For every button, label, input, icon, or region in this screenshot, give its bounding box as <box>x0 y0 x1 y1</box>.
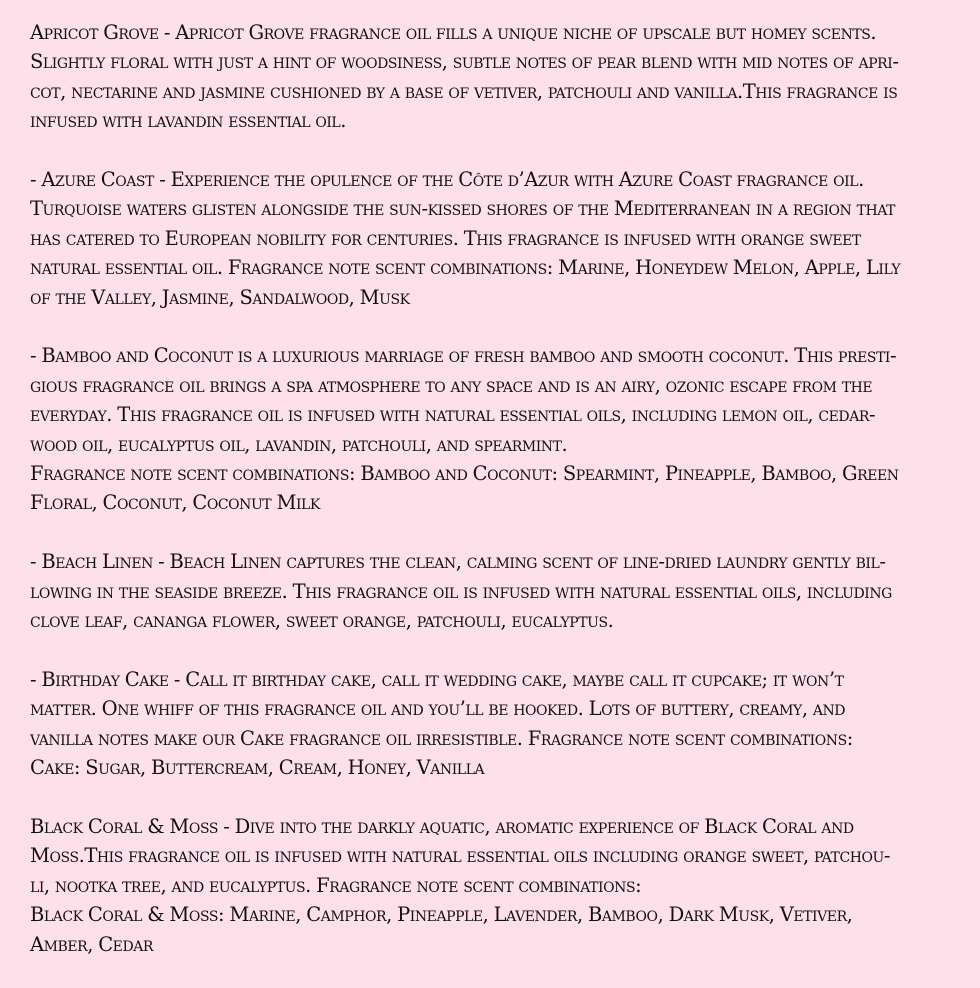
paragraph-bamboo-coconut <box>30 341 955 517</box>
paragraph-azure-coast <box>30 165 955 312</box>
text-line: - Beach Linen - Beach Linen captures the clean, calming scent of line-dried laundry gently bil- <box>30 550 886 574</box>
text-line: Slightly floral with just a hint of woodsiness, subtle notes of pear blend with mid notes of apri- <box>30 50 899 74</box>
text-line: clove leaf, cananga flower, sweet orange, patchouli, eucalyptus. <box>30 609 614 633</box>
text-line: li, nootka tree, and eucalyptus. Fragrance note scent combinations: <box>30 873 642 897</box>
text-line: gious fragrance oil brings a spa atmosphere to any space and is an airy, ozonic escape from the <box>30 373 873 397</box>
text-line: vanilla notes make our Cake fragrance oil irresistible. Fragrance note scent combinations: <box>30 726 853 750</box>
paragraph-beach-linen <box>30 547 955 635</box>
text-line: natural essential oil. Fragrance note scent combinations: Marine, Honeydew Melon, Apple, Lily <box>30 256 901 280</box>
text-line: Apricot Grove - Apricot Grove fragrance oil fills a unique niche of upscale but homey scents. <box>30 21 877 44</box>
text-line: infused with lavandin essential oil. <box>30 109 347 133</box>
text-line: Fragrance note scent combinations: Bamboo and Coconut: Spearmint, Pineapple, Bamboo, Green <box>30 462 899 486</box>
text-line: Floral, Coconut, Coconut Milk <box>30 491 320 515</box>
text-line: matter. One whiff of this fragrance oil and you’ll be hooked. Lots of buttery, creamy, and <box>30 697 846 721</box>
paragraph-black-coral-moss <box>30 812 955 959</box>
text-line: wood oil, eucalyptus oil, lavandin, patchouli, and spearmint. <box>30 432 568 456</box>
text-line: Cake: Sugar, Buttercream, Cream, Honey, Vanilla <box>30 756 485 780</box>
text-line: - Azure Coast - Experience the opulence of the Côte d’Azur with Azure Coast fragrance oil. <box>30 168 864 192</box>
text-line: has catered to European nobility for centuries. This fragrance is infused with orange sweet <box>30 226 861 250</box>
text-line: Black Coral & Moss - Dive into the darkly aquatic, aromatic experience of Black Coral and <box>30 814 854 838</box>
text-line: Moss.This fragrance oil is infused with natural essential oils including orange sweet, patchou- <box>30 844 890 868</box>
paragraph-birthday-cake <box>30 665 955 783</box>
text-line: - Birthday Cake - Call it birthday cake, call it wedding cake, maybe call it cupcake; it won’t <box>30 667 844 691</box>
text-line: cot, nectarine and jasmine cushioned by a base of vetiver, patchouli and vanilla.This fragrance is <box>30 79 898 103</box>
text-line: - Bamboo and Coconut is a luxurious marriage of fresh bamboo and smooth coconut. This presti- <box>30 344 897 368</box>
text-line: Black Coral & Moss: Marine, Camphor, Pineapple, Lavender, Bamboo, Dark Musk, Vetiver, <box>30 903 853 927</box>
fragrance-descriptions <box>30 18 955 988</box>
text-line: Amber, Cedar <box>30 932 153 956</box>
text-line: Turquoise waters glisten alongside the sun-kissed shores of the Mediterranean in a region that <box>30 197 896 221</box>
text-line: of the Valley, Jasmine, Sandalwood, Musk <box>30 285 410 309</box>
text-line: lowing in the seaside breeze. This fragrance oil is infused with natural essential oils, including <box>30 579 892 603</box>
text-line: everyday. This fragrance oil is infused with natural essential oils, including lemon oil, cedar- <box>30 403 876 427</box>
paragraph-apricot-grove <box>30 18 955 136</box>
